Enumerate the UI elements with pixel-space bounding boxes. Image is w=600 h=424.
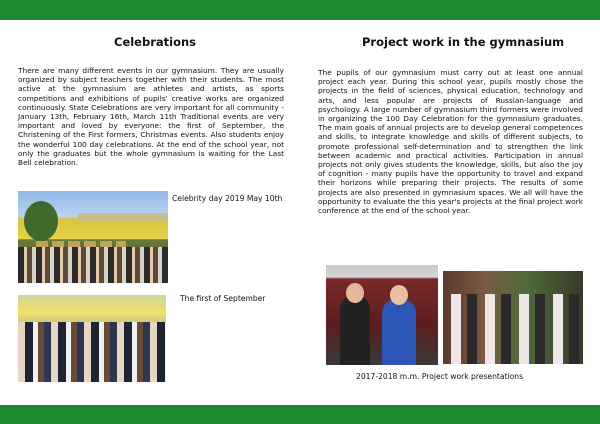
- celebrations-paragraph: There are many different events in our gymnasium. They are usually organized by subject teachers together with their students. The most active at the gymnasium are athletes and artists, as sports competitions and exhibitions of pupils' creative works are organized continuously. State Celebrations are very important for all community - January 13th, February 16th, March 11th Traditional events are very important and loved by everyone: the first of September, the Christening of the First formers, Christmas events. Also students enjoy the wonderful 100 day celebrations. At the end of the school year, not only the graduates but the whole gymnasium is waiting for the Last Bell celebration.: [18, 66, 284, 168]
- celebrity-day-caption: Celebrity day 2019 May 10th: [172, 194, 283, 203]
- project-work-caption: 2017-2018 m.m. Project work presentations: [356, 372, 524, 381]
- project-presentation-photo-1: [326, 265, 438, 365]
- top-green-bar: [0, 0, 600, 20]
- celebrity-day-photo: [18, 191, 168, 283]
- bottom-green-bar: [0, 405, 600, 424]
- project-presentation-photo-2: [443, 271, 583, 364]
- celebrations-title: Celebrations: [114, 35, 197, 49]
- project-work-title: Project work in the gymnasium: [362, 35, 565, 49]
- project-work-paragraph: The pupils of our gymnasium must carry out at least one annual project each year. During this school year, pupils mostly chose the projects in the field of sciences, physical education, technology and arts, and less popular are projects of Russian-language and psychology. A large number of gymnasium third formers were involved in organizing the 100 Day Celebration for the gymnasium graduates. The main goals of annual projects are to develop general competences and skills, to integrate knowledge and skills of different subjects, to promote professional self-determination and to strengthen the link between academic and practical activities. Participation in annual projects not only gives students the knowledge, skills, but also the joy of cognition - many pupils have the opportunity to travel and expand their horizons while preparing their projects. The results of some projects are also presented in gymnasium spaces. We all will have the opportunity to evaluate the this year's projects at the final project work conference at the end of the school year.: [318, 68, 583, 216]
- first-of-september-photo: [18, 295, 166, 382]
- first-of-september-caption: The first of September: [180, 294, 266, 303]
